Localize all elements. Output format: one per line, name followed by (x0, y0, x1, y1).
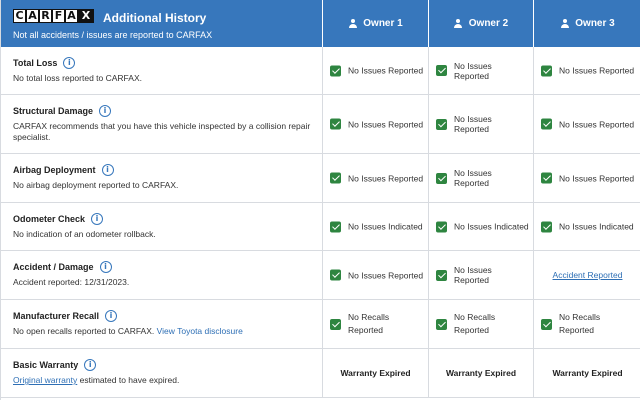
row-description: No open recalls reported to CARFAX. (13, 326, 155, 336)
header-title: Additional History (103, 11, 207, 25)
row-description: estimated to have expired. (79, 375, 180, 385)
info-icon[interactable]: i (99, 105, 111, 117)
check-icon (541, 173, 552, 184)
person-icon (560, 19, 569, 28)
table-header (1, 0, 640, 47)
check-icon (436, 119, 447, 130)
check-icon (541, 221, 552, 232)
row-title: Odometer Check (13, 214, 86, 224)
check-icon (330, 221, 341, 232)
check-icon (541, 319, 552, 330)
info-icon[interactable]: i (102, 164, 114, 176)
table-row-airbag-deployment: Airbag Deployment i No airbag deployment reported to CARFAX. No Issues Reported No Issues Reported No Issues Reported (1, 154, 640, 203)
row-title: Manufacturer Recall (13, 311, 100, 321)
table-row-structural-damage: Structural Damage i CARFAX recommends that you have this vehicle inspected by a collision repair specialist. No Issues Reported No Issues Reported No Issues Reported (1, 95, 640, 154)
original-warranty-link[interactable]: Original warranty (13, 375, 78, 385)
check-icon (541, 65, 552, 76)
info-icon[interactable]: i (91, 213, 103, 225)
header-subtitle: Not all accidents / issues are reported to CARFAX (13, 30, 213, 40)
row-description: Accident reported: 12/31/2023. (13, 277, 130, 287)
person-icon (454, 19, 463, 28)
table-row-total-loss: Total Loss i No total loss reported to CARFAX. No Issues Reported No Issues Reported No Issues Reported (1, 47, 640, 95)
owner-1-header: Owner 1 (323, 0, 429, 47)
row-description: No indication of an odometer rollback. (13, 229, 156, 239)
row-description: CARFAX recommends that you have this vehicle inspected by a collision repair specialist. (13, 121, 311, 142)
row-title: Structural Damage (13, 106, 94, 116)
info-icon[interactable]: i (100, 261, 112, 273)
check-icon (436, 270, 447, 281)
row-title: Basic Warranty (13, 360, 79, 370)
row-description: No total loss reported to CARFAX. (13, 73, 142, 83)
table-row-manufacturer-recall: Manufacturer Recall i No open recalls reported to CARFAX. View Toyota disclosure No Recalls Reported No Recalls Reported No Recalls Reported (1, 300, 640, 349)
check-icon (330, 319, 341, 330)
header-title-cell (1, 0, 323, 47)
row-title: Airbag Deployment (13, 165, 96, 175)
check-icon (541, 119, 552, 130)
row-title: Accident / Damage (13, 262, 94, 272)
info-icon[interactable]: i (105, 310, 117, 322)
toyota-disclosure-link[interactable]: View Toyota disclosure (156, 326, 243, 336)
person-icon (348, 19, 357, 28)
row-description: No airbag deployment reported to CARFAX. (13, 180, 179, 190)
table-row-odometer-check: Odometer Check i No indication of an odometer rollback. No Issues Indicated No Issues Indicated No Issues Indicated (1, 203, 640, 251)
check-icon (436, 319, 447, 330)
check-icon (436, 221, 447, 232)
table-row-basic-warranty: Basic Warranty i Original warranty estimated to have expired. Warranty Expired Warranty Expired Warranty Expired (1, 349, 640, 398)
check-icon (330, 119, 341, 130)
check-icon (330, 270, 341, 281)
carfax-logo: C A R F A X (13, 8, 94, 23)
check-icon (436, 65, 447, 76)
accident-reported-link[interactable]: Accident Reported (552, 270, 623, 280)
table-row-accident-damage: Accident / Damage i Accident reported: 12/31/2023. No Issues Reported No Issues Reported Accident Reported (1, 251, 640, 300)
row-title: Total Loss (13, 58, 58, 68)
info-icon[interactable]: i (84, 359, 96, 371)
owner-2-header: Owner 2 (429, 0, 534, 47)
owner-3-header: Owner 3 (534, 0, 640, 47)
check-icon (330, 65, 341, 76)
info-icon[interactable]: i (63, 57, 75, 69)
check-icon (436, 173, 447, 184)
check-icon (330, 173, 341, 184)
